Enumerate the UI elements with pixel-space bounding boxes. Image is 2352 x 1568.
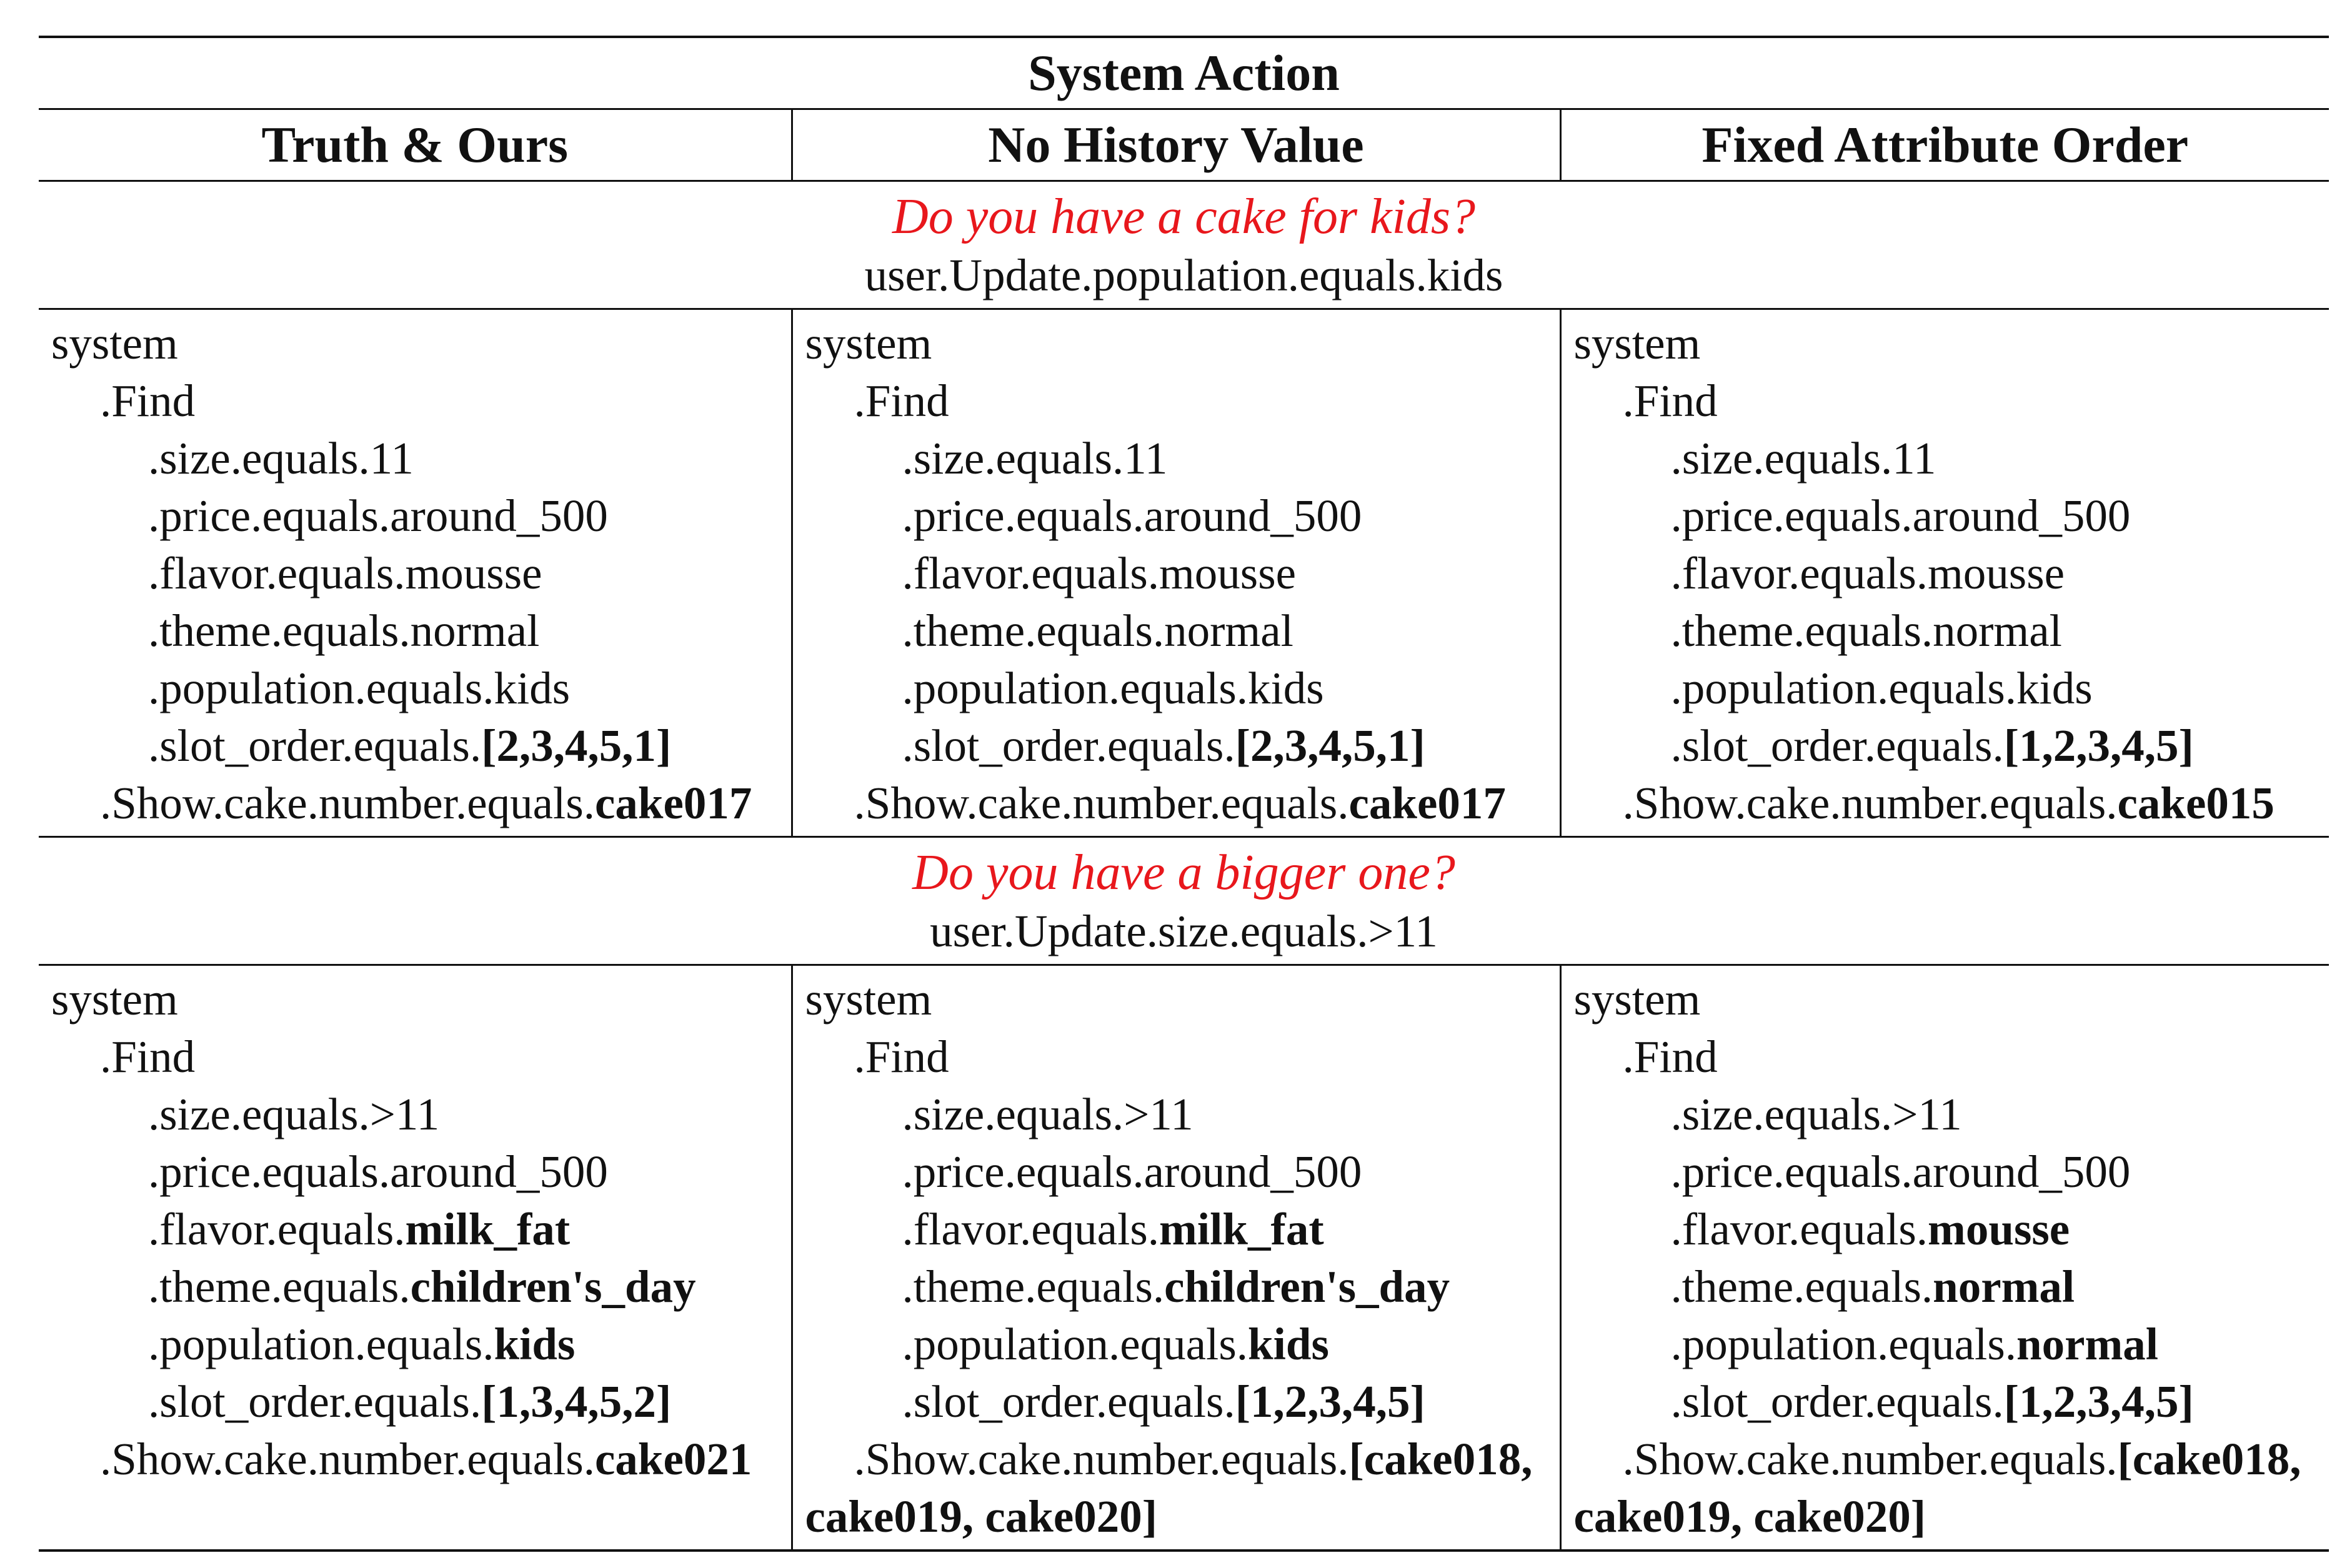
action-line-highlight: milk_fat (405, 1204, 571, 1254)
action-line-text: .flavor.equals.mousse (1670, 548, 2065, 598)
action-line-text: .population.equals. (148, 1319, 494, 1369)
action-line (51, 1373, 791, 1431)
action-line (1574, 1258, 2330, 1316)
action-line-text: .Find (1622, 1031, 1718, 1082)
action-line (805, 1086, 1560, 1143)
action-line (1574, 1373, 2330, 1431)
action-line-highlight: kids (494, 1319, 576, 1369)
action-line-text: .Find (1622, 375, 1718, 426)
action-line (1574, 1431, 2330, 1488)
turn-2-utterance-row (39, 837, 2329, 965)
action-line-text: .Show.cake.number.equals. (854, 778, 1349, 828)
action-line (1574, 372, 2330, 430)
action-line-text: .population.equals.kids (902, 663, 1324, 713)
turn-2-actions-fixed-attribute-order (1560, 965, 2329, 1551)
action-line (51, 1143, 791, 1201)
action-line-text: .Show.cake.number.equals. (1622, 778, 2118, 828)
action-line-text: .slot_order.equals. (902, 720, 1235, 771)
action-line (805, 487, 1560, 545)
action-line-text: .slot_order.equals. (148, 720, 482, 771)
title-row (39, 37, 2329, 109)
action-line-highlight: mousse (1928, 1204, 2070, 1254)
action-line-text: .Find (854, 1031, 949, 1082)
action-line (1574, 1143, 2330, 1201)
action-line (51, 971, 791, 1028)
action-line (1574, 545, 2330, 602)
turn-2-actions-truth-ours (39, 965, 792, 1551)
column-header-fixed-attribute-order: Fixed Attribute Order (1560, 109, 2329, 181)
turn-2-actions-no-history-value (792, 965, 1560, 1551)
action-line (1574, 1488, 2330, 1546)
action-line (1574, 430, 2330, 487)
action-line-highlight: cake015 (2117, 778, 2275, 828)
action-line (1574, 1316, 2330, 1373)
action-line (805, 1316, 1560, 1373)
action-line-text: .population.equals. (1670, 1319, 2016, 1369)
action-line (1574, 602, 2330, 660)
action-line-highlight: [cake018, (1348, 1434, 1533, 1484)
action-line (805, 1258, 1560, 1316)
action-line-text: .flavor.equals. (902, 1204, 1160, 1254)
action-line (805, 1488, 1560, 1546)
action-line (51, 602, 791, 660)
action-line-highlight: kids (1248, 1319, 1329, 1369)
action-line (1574, 1086, 2330, 1143)
action-line-text: system (805, 974, 932, 1025)
action-line-highlight: [1,2,3,4,5] (2003, 1376, 2194, 1427)
action-line-text: .Find (100, 1031, 196, 1082)
action-line-text: .flavor.equals.mousse (902, 548, 1297, 598)
action-line-highlight: [2,3,4,5,1] (1235, 720, 1425, 771)
action-line-highlight: normal (1933, 1261, 2075, 1312)
action-line (805, 1028, 1560, 1086)
action-line-highlight: [1,3,4,5,2] (481, 1376, 672, 1427)
action-line-text: .size.equals.>11 (1670, 1089, 1962, 1139)
action-line (51, 372, 791, 430)
action-line (1574, 775, 2330, 832)
action-line (805, 660, 1560, 717)
action-line (805, 775, 1560, 832)
action-line (51, 487, 791, 545)
action-line-text: .size.equals.>11 (148, 1089, 440, 1139)
action-line (805, 430, 1560, 487)
action-line (51, 430, 791, 487)
action-line-highlight: children's_day (1164, 1261, 1450, 1312)
action-line-highlight: cake021 (595, 1434, 752, 1484)
action-line (805, 315, 1560, 372)
turn-2-user-action: user.Update.size.equals.>11 (930, 906, 1438, 956)
action-line-highlight: [cake018, (2117, 1434, 2301, 1484)
action-line-text: .population.equals. (902, 1319, 1248, 1369)
action-line-highlight: [1,2,3,4,5] (1235, 1376, 1425, 1427)
action-line (51, 1258, 791, 1316)
turn-1-actions-fixed-attribute-order (1560, 309, 2329, 837)
action-line (805, 971, 1560, 1028)
turn-1-user-utterance: Do you have a cake for kids? (892, 189, 1476, 244)
action-line-text: .size.equals.11 (148, 433, 414, 484)
action-line (51, 1086, 791, 1143)
action-line-highlight: [2,3,4,5,1] (481, 720, 672, 771)
action-line (1574, 717, 2330, 775)
action-line-text: .slot_order.equals. (902, 1376, 1235, 1427)
action-line-text: .price.equals.around_500 (902, 490, 1362, 541)
action-line (1574, 487, 2330, 545)
action-line-text: .price.equals.around_500 (148, 490, 608, 541)
action-line-text: .slot_order.equals. (1670, 720, 2004, 771)
action-line-highlight: cake017 (595, 778, 752, 828)
action-line-text: .size.equals.11 (902, 433, 1168, 484)
action-line-text: .population.equals.kids (1670, 663, 2093, 713)
action-line-text: system (805, 318, 932, 369)
action-line-highlight: normal (2016, 1319, 2159, 1369)
action-line (51, 775, 791, 832)
action-line-text: .price.equals.around_500 (1670, 490, 2131, 541)
action-line-text: .size.equals.11 (1670, 433, 1936, 484)
action-line (1574, 660, 2330, 717)
action-line (1574, 1028, 2330, 1086)
action-line-text: .population.equals.kids (148, 663, 571, 713)
action-line (51, 1316, 791, 1373)
action-line-text: .Show.cake.number.equals. (1622, 1434, 2118, 1484)
action-line-highlight: [1,2,3,4,5] (2003, 720, 2194, 771)
action-line-highlight: cake017 (1348, 778, 1506, 828)
action-line (805, 1201, 1560, 1258)
action-line (805, 372, 1560, 430)
action-line (805, 1431, 1560, 1488)
action-line (51, 315, 791, 372)
column-header-truth-ours: Truth & Ours (39, 109, 792, 181)
action-line (51, 1201, 791, 1258)
turn-1-utterance-row (39, 181, 2329, 309)
action-line (51, 660, 791, 717)
action-line-highlight: cake019, cake020] (805, 1491, 1158, 1542)
action-line-text: .flavor.equals. (1670, 1204, 1928, 1254)
turn-1-actions-row (39, 309, 2329, 837)
column-header-no-history-value: No History Value (792, 109, 1560, 181)
action-line-text: .theme.equals. (1670, 1261, 1933, 1312)
action-line (51, 1028, 791, 1086)
turn-2-actions-row (39, 965, 2329, 1551)
table-title: System Action (39, 37, 2329, 109)
action-line-text: system (1573, 974, 1701, 1025)
turn-1-user-action: user.Update.population.equals.kids (864, 250, 1503, 300)
action-line (51, 545, 791, 602)
action-line-text: .theme.equals.normal (148, 605, 540, 656)
action-line-text: .theme.equals.normal (1670, 605, 2062, 656)
action-line-highlight: milk_fat (1159, 1204, 1324, 1254)
action-line-text: .price.equals.around_500 (902, 1146, 1362, 1197)
action-line-text: .Show.cake.number.equals. (854, 1434, 1349, 1484)
action-line (805, 1143, 1560, 1201)
turn-1-actions-no-history-value (792, 309, 1560, 837)
action-line (1574, 315, 2330, 372)
action-line-text: .Find (854, 375, 949, 426)
action-line-text: system (1573, 318, 1701, 369)
column-header-row (39, 109, 2329, 181)
action-line-highlight: cake019, cake020] (1573, 1491, 1926, 1542)
action-line (51, 1431, 791, 1488)
action-line (805, 717, 1560, 775)
action-line-text: .Show.cake.number.equals. (100, 1434, 595, 1484)
action-line (805, 1373, 1560, 1431)
action-line-highlight: children's_day (410, 1261, 696, 1312)
action-line-text: .slot_order.equals. (1670, 1376, 2004, 1427)
action-line (1574, 971, 2330, 1028)
turn-2-utterance-cell (39, 837, 2329, 965)
action-line (51, 717, 791, 775)
action-line (805, 545, 1560, 602)
action-line (1574, 1201, 2330, 1258)
action-line-text: .theme.equals. (148, 1261, 411, 1312)
action-line-text: .theme.equals.normal (902, 605, 1293, 656)
action-line-text: .price.equals.around_500 (1670, 1146, 2131, 1197)
turn-2-user-utterance: Do you have a bigger one? (912, 845, 1455, 900)
turn-1-actions-truth-ours (39, 309, 792, 837)
action-line-text: .Find (100, 375, 196, 426)
action-line-text: system (51, 974, 178, 1025)
action-line-text: .size.equals.>11 (902, 1089, 1193, 1139)
system-action-table (39, 36, 2329, 1552)
action-line-text: .slot_order.equals. (148, 1376, 482, 1427)
action-line-text: .theme.equals. (902, 1261, 1165, 1312)
action-line-text: .flavor.equals. (148, 1204, 406, 1254)
action-line-text: .Show.cake.number.equals. (100, 778, 595, 828)
action-line (805, 602, 1560, 660)
turn-1-utterance-cell (39, 181, 2329, 309)
action-line-text: system (51, 318, 178, 369)
action-line-text: .flavor.equals.mousse (148, 548, 542, 598)
action-line-text: .price.equals.around_500 (148, 1146, 608, 1197)
